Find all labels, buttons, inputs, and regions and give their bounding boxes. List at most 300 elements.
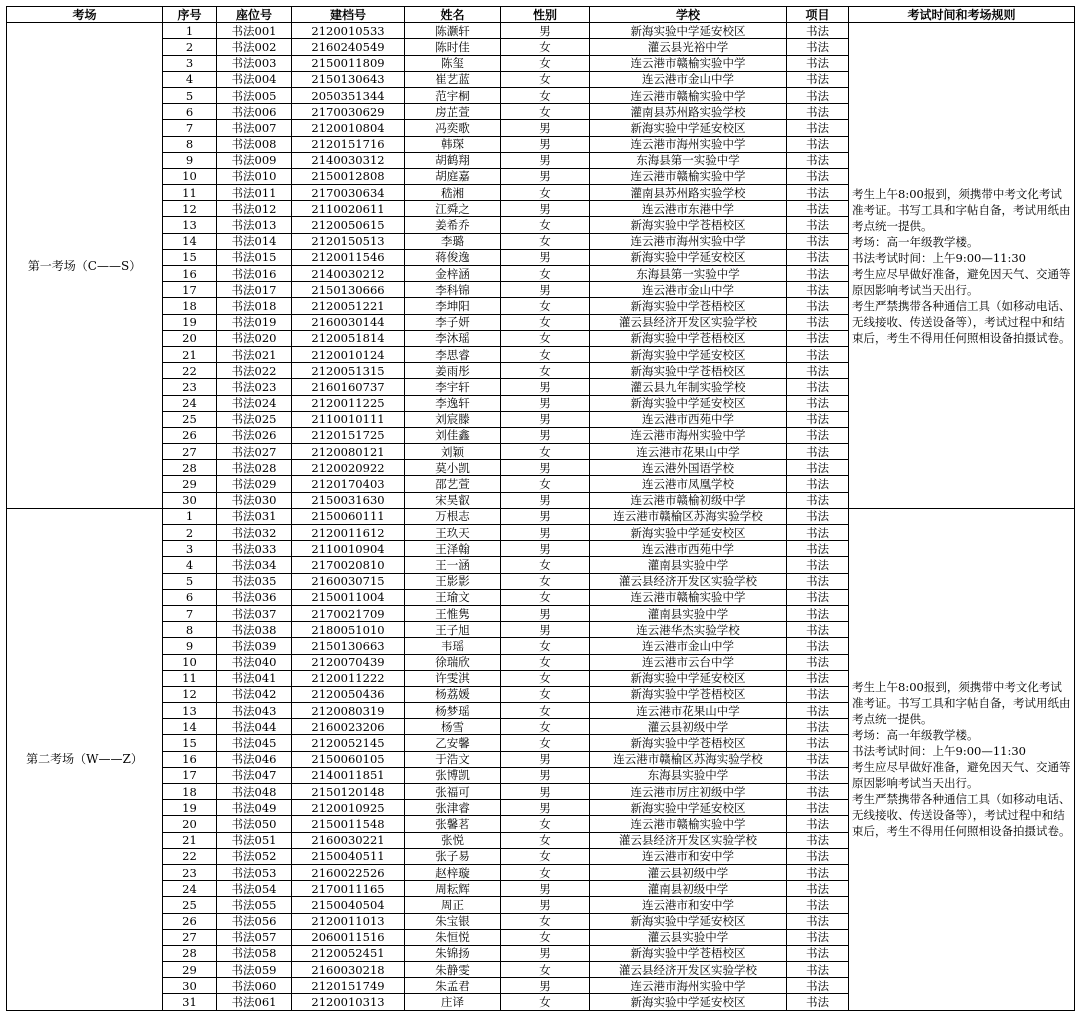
cell-file-number: 2120080319 (292, 703, 405, 719)
cell-gender: 女 (501, 71, 590, 87)
cell-seat: 书法049 (217, 800, 292, 816)
cell-school: 连云港市花果山中学 (590, 444, 787, 460)
cell-index: 18 (163, 784, 217, 800)
cell-school: 新海实验中学延安校区 (590, 913, 787, 929)
cell-gender: 女 (501, 703, 590, 719)
cell-seat: 书法054 (217, 881, 292, 897)
cell-school: 灌云县初级中学 (590, 719, 787, 735)
cell-school: 新海实验中学苍梧校区 (590, 298, 787, 314)
cell-file-number: 2160023206 (292, 719, 405, 735)
cell-student-name: 陈灏轩 (405, 23, 501, 39)
cell-file-number: 2120050436 (292, 686, 405, 702)
cell-subject: 书法 (787, 848, 849, 864)
cell-gender: 女 (501, 444, 590, 460)
cell-seat: 书法029 (217, 476, 292, 492)
cell-gender: 女 (501, 55, 590, 71)
cell-school: 灌云县光裕中学 (590, 39, 787, 55)
cell-student-name: 杨荔媛 (405, 686, 501, 702)
cell-index: 9 (163, 638, 217, 654)
cell-school: 连云港市海州实验中学 (590, 233, 787, 249)
cell-seat: 书法020 (217, 330, 292, 346)
cell-file-number: 2110010904 (292, 541, 405, 557)
cell-gender: 女 (501, 298, 590, 314)
cell-school: 新海实验中学延安校区 (590, 346, 787, 362)
cell-index: 6 (163, 589, 217, 605)
cell-seat: 书法007 (217, 120, 292, 136)
cell-gender: 男 (501, 945, 590, 961)
cell-subject: 书法 (787, 136, 849, 152)
room-label: 第一考场（C——S） (7, 23, 163, 509)
cell-student-name: 崔艺蓝 (405, 71, 501, 87)
cell-seat: 书法022 (217, 363, 292, 379)
cell-file-number: 2150130643 (292, 71, 405, 87)
cell-school: 连云港市和安中学 (590, 848, 787, 864)
cell-student-name: 江舜之 (405, 201, 501, 217)
cell-student-name: 姜希乔 (405, 217, 501, 233)
cell-file-number: 2120010313 (292, 994, 405, 1010)
cell-subject: 书法 (787, 23, 849, 39)
cell-seat: 书法016 (217, 266, 292, 282)
cell-file-number: 2150011548 (292, 816, 405, 832)
cell-school: 灌云县初级中学 (590, 864, 787, 880)
cell-file-number: 2120151716 (292, 136, 405, 152)
cell-subject: 书法 (787, 622, 849, 638)
cell-gender: 女 (501, 39, 590, 55)
cell-gender: 女 (501, 929, 590, 945)
cell-seat: 书法056 (217, 913, 292, 929)
cell-gender: 男 (501, 23, 590, 39)
cell-file-number: 2150011809 (292, 55, 405, 71)
cell-file-number: 2120010804 (292, 120, 405, 136)
cell-school: 连云港市凤凰学校 (590, 476, 787, 492)
cell-index: 13 (163, 217, 217, 233)
cell-seat: 书法005 (217, 87, 292, 103)
cell-school: 连云港市赣榆区苏海实验学校 (590, 508, 787, 524)
cell-student-name: 朱恒悦 (405, 929, 501, 945)
cell-seat: 书法017 (217, 282, 292, 298)
cell-student-name: 陈时佳 (405, 39, 501, 55)
cell-index: 7 (163, 605, 217, 621)
cell-file-number: 2160240549 (292, 39, 405, 55)
cell-seat: 书法028 (217, 460, 292, 476)
cell-file-number: 2150011004 (292, 589, 405, 605)
header-index: 序号 (163, 7, 217, 23)
cell-seat: 书法043 (217, 703, 292, 719)
cell-subject: 书法 (787, 703, 849, 719)
cell-school: 灌云县经济开发区实验学校 (590, 314, 787, 330)
cell-gender: 女 (501, 670, 590, 686)
cell-gender: 男 (501, 622, 590, 638)
cell-file-number: 2120011222 (292, 670, 405, 686)
cell-seat: 书法019 (217, 314, 292, 330)
cell-school: 新海实验中学延安校区 (590, 23, 787, 39)
cell-student-name: 于浩文 (405, 751, 501, 767)
cell-student-name: 杨雪 (405, 719, 501, 735)
cell-subject: 书法 (787, 913, 849, 929)
cell-school: 连云港市赣榆实验中学 (590, 55, 787, 71)
cell-index: 2 (163, 525, 217, 541)
room-label: 第二考场（W——Z） (7, 508, 163, 1010)
cell-student-name: 房芷萱 (405, 104, 501, 120)
cell-seat: 书法044 (217, 719, 292, 735)
cell-school: 连云港市赣榆区苏海实验学校 (590, 751, 787, 767)
cell-index: 18 (163, 298, 217, 314)
cell-file-number: 2160030218 (292, 962, 405, 978)
cell-index: 1 (163, 23, 217, 39)
cell-index: 30 (163, 978, 217, 994)
cell-subject: 书法 (787, 541, 849, 557)
header-row (7, 7, 1075, 23)
cell-gender: 女 (501, 346, 590, 362)
cell-gender: 男 (501, 767, 590, 783)
cell-subject: 书法 (787, 800, 849, 816)
cell-subject: 书法 (787, 881, 849, 897)
cell-subject: 书法 (787, 994, 849, 1010)
cell-gender: 男 (501, 120, 590, 136)
cell-index: 26 (163, 427, 217, 443)
header-rules: 考试时间和考场规则 (849, 7, 1075, 23)
cell-index: 12 (163, 201, 217, 217)
cell-school: 连云港市金山中学 (590, 282, 787, 298)
cell-gender: 女 (501, 476, 590, 492)
cell-gender: 女 (501, 573, 590, 589)
cell-student-name: 徐瑞欣 (405, 654, 501, 670)
cell-school: 连云港市赣榆实验中学 (590, 589, 787, 605)
cell-school: 新海实验中学延安校区 (590, 800, 787, 816)
cell-school: 灌南县苏州路实验学校 (590, 104, 787, 120)
cell-file-number: 2120051814 (292, 330, 405, 346)
cell-index: 3 (163, 55, 217, 71)
cell-student-name: 张子易 (405, 848, 501, 864)
cell-gender: 男 (501, 800, 590, 816)
cell-gender: 男 (501, 411, 590, 427)
cell-file-number: 2120052145 (292, 735, 405, 751)
cell-student-name: 朱宝银 (405, 913, 501, 929)
cell-seat: 书法050 (217, 816, 292, 832)
exam-rules (849, 508, 1075, 1010)
cell-school: 东海县实验中学 (590, 767, 787, 783)
cell-seat: 书法051 (217, 832, 292, 848)
cell-seat: 书法025 (217, 411, 292, 427)
cell-gender: 女 (501, 686, 590, 702)
cell-subject: 书法 (787, 557, 849, 573)
cell-subject: 书法 (787, 508, 849, 524)
cell-school: 新海实验中学延安校区 (590, 249, 787, 265)
cell-file-number: 2120051221 (292, 298, 405, 314)
cell-subject: 书法 (787, 282, 849, 298)
cell-gender: 男 (501, 427, 590, 443)
cell-gender: 男 (501, 508, 590, 524)
cell-file-number: 2160030221 (292, 832, 405, 848)
cell-subject: 书法 (787, 686, 849, 702)
cell-subject: 书法 (787, 492, 849, 508)
cell-student-name: 嵇湘 (405, 185, 501, 201)
cell-index: 24 (163, 881, 217, 897)
cell-student-name: 蒋俊逸 (405, 249, 501, 265)
cell-file-number: 2150060105 (292, 751, 405, 767)
cell-file-number: 2120020922 (292, 460, 405, 476)
cell-subject: 书法 (787, 314, 849, 330)
cell-student-name: 姜雨彤 (405, 363, 501, 379)
cell-seat: 书法023 (217, 379, 292, 395)
cell-gender: 女 (501, 266, 590, 282)
cell-student-name: 刘宸滕 (405, 411, 501, 427)
cell-seat: 书法039 (217, 638, 292, 654)
cell-seat: 书法021 (217, 346, 292, 362)
cell-file-number: 2120011612 (292, 525, 405, 541)
cell-subject: 书法 (787, 298, 849, 314)
cell-school: 灌南县初级中学 (590, 881, 787, 897)
cell-index: 1 (163, 508, 217, 524)
cell-subject: 书法 (787, 71, 849, 87)
cell-subject: 书法 (787, 897, 849, 913)
cell-file-number: 2120050615 (292, 217, 405, 233)
cell-file-number: 2140030212 (292, 266, 405, 282)
cell-subject: 书法 (787, 605, 849, 621)
cell-file-number: 2180051010 (292, 622, 405, 638)
cell-subject: 书法 (787, 573, 849, 589)
cell-subject: 书法 (787, 363, 849, 379)
cell-file-number: 2120052451 (292, 945, 405, 961)
roster-body (7, 23, 1075, 1010)
cell-gender: 男 (501, 751, 590, 767)
cell-gender: 女 (501, 104, 590, 120)
cell-gender: 女 (501, 557, 590, 573)
cell-file-number: 2120011225 (292, 395, 405, 411)
cell-school: 连云港市厉庄初级中学 (590, 784, 787, 800)
cell-gender: 女 (501, 832, 590, 848)
cell-school: 新海实验中学苍梧校区 (590, 330, 787, 346)
cell-index: 27 (163, 929, 217, 945)
cell-seat: 书法057 (217, 929, 292, 945)
cell-student-name: 许雯淇 (405, 670, 501, 686)
cell-index: 24 (163, 395, 217, 411)
cell-file-number: 2120070439 (292, 654, 405, 670)
cell-gender: 女 (501, 233, 590, 249)
cell-seat: 书法033 (217, 541, 292, 557)
cell-student-name: 刘颖 (405, 444, 501, 460)
cell-subject: 书法 (787, 411, 849, 427)
cell-student-name: 李科锦 (405, 282, 501, 298)
cell-file-number: 2150040511 (292, 848, 405, 864)
cell-file-number: 2150120148 (292, 784, 405, 800)
cell-student-name: 李璐 (405, 233, 501, 249)
cell-index: 7 (163, 120, 217, 136)
cell-gender: 男 (501, 784, 590, 800)
cell-gender: 男 (501, 201, 590, 217)
cell-file-number: 2120011013 (292, 913, 405, 929)
cell-gender: 男 (501, 492, 590, 508)
cell-student-name: 张津睿 (405, 800, 501, 816)
cell-gender: 女 (501, 848, 590, 864)
cell-seat: 书法008 (217, 136, 292, 152)
cell-seat: 书法038 (217, 622, 292, 638)
cell-student-name: 李思睿 (405, 346, 501, 362)
header-school: 学校 (590, 7, 787, 23)
cell-subject: 书法 (787, 379, 849, 395)
cell-seat: 书法036 (217, 589, 292, 605)
cell-gender: 女 (501, 994, 590, 1010)
cell-student-name: 杨梦瑶 (405, 703, 501, 719)
cell-gender: 男 (501, 136, 590, 152)
cell-school: 新海实验中学延安校区 (590, 120, 787, 136)
cell-subject: 书法 (787, 346, 849, 362)
rules-line: 考生上午8:00报到，须携带中考文化考试准考证。书写工具和字帖自备，考试用纸由考点统一提供。 (852, 680, 1071, 727)
header-seat: 座位号 (217, 7, 292, 23)
cell-student-name: 朱锦扬 (405, 945, 501, 961)
cell-school: 东海县第一实验中学 (590, 266, 787, 282)
cell-seat: 书法042 (217, 686, 292, 702)
cell-file-number: 2170011165 (292, 881, 405, 897)
cell-student-name: 金梓涵 (405, 266, 501, 282)
cell-student-name: 陈玺 (405, 55, 501, 71)
cell-subject: 书法 (787, 945, 849, 961)
cell-gender: 女 (501, 589, 590, 605)
cell-seat: 书法035 (217, 573, 292, 589)
cell-index: 31 (163, 994, 217, 1010)
cell-gender: 女 (501, 87, 590, 103)
cell-subject: 书法 (787, 751, 849, 767)
cell-seat: 书法018 (217, 298, 292, 314)
cell-index: 22 (163, 363, 217, 379)
cell-seat: 书法026 (217, 427, 292, 443)
cell-index: 28 (163, 460, 217, 476)
cell-gender: 男 (501, 168, 590, 184)
cell-school: 连云港外国语学校 (590, 460, 787, 476)
cell-index: 20 (163, 330, 217, 346)
cell-subject: 书法 (787, 217, 849, 233)
cell-seat: 书法040 (217, 654, 292, 670)
cell-file-number: 2170021709 (292, 605, 405, 621)
cell-index: 28 (163, 945, 217, 961)
cell-school: 灌云县经济开发区实验学校 (590, 573, 787, 589)
cell-index: 5 (163, 573, 217, 589)
cell-school: 连云港市赣榆实验中学 (590, 168, 787, 184)
cell-school: 连云港市和安中学 (590, 897, 787, 913)
cell-seat: 书法002 (217, 39, 292, 55)
cell-subject: 书法 (787, 767, 849, 783)
cell-school: 连云港华杰实验学校 (590, 622, 787, 638)
cell-index: 29 (163, 476, 217, 492)
cell-index: 16 (163, 266, 217, 282)
cell-subject: 书法 (787, 249, 849, 265)
cell-school: 灌云县经济开发区实验学校 (590, 832, 787, 848)
cell-subject: 书法 (787, 638, 849, 654)
cell-file-number: 2160030715 (292, 573, 405, 589)
cell-index: 15 (163, 735, 217, 751)
cell-index: 9 (163, 152, 217, 168)
cell-index: 11 (163, 185, 217, 201)
cell-student-name: 张悦 (405, 832, 501, 848)
rules-line: 考生严禁携带各种通信工具（如移动电话、无线接收、传送设备等），考试过程中和结束后，考生不得用任何照相设备拍摄试卷。 (852, 792, 1071, 839)
cell-student-name: 韦瑶 (405, 638, 501, 654)
cell-file-number: 2170030629 (292, 104, 405, 120)
cell-student-name: 刘佳鑫 (405, 427, 501, 443)
cell-subject: 书法 (787, 185, 849, 201)
cell-student-name: 周耘辉 (405, 881, 501, 897)
cell-seat: 书法024 (217, 395, 292, 411)
cell-seat: 书法032 (217, 525, 292, 541)
cell-index: 22 (163, 848, 217, 864)
cell-subject: 书法 (787, 330, 849, 346)
cell-seat: 书法013 (217, 217, 292, 233)
cell-gender: 男 (501, 152, 590, 168)
cell-gender: 女 (501, 864, 590, 880)
cell-index: 21 (163, 832, 217, 848)
cell-index: 8 (163, 622, 217, 638)
rules-line: 考生严禁携带各种通信工具（如移动电话、无线接收、传送设备等），考试过程中和结束后，考生不得用任何照相设备拍摄试卷。 (852, 298, 1071, 345)
cell-file-number: 2120150513 (292, 233, 405, 249)
cell-subject: 书法 (787, 87, 849, 103)
cell-subject: 书法 (787, 120, 849, 136)
cell-school: 连云港市赣榆实验中学 (590, 87, 787, 103)
rules-line: 考生应尽早做好准备，避免因天气、交通等原因影响考试当天出行。 (852, 266, 1071, 297)
cell-file-number: 2120151725 (292, 427, 405, 443)
cell-seat: 书法058 (217, 945, 292, 961)
cell-file-number: 2050351344 (292, 87, 405, 103)
cell-subject: 书法 (787, 589, 849, 605)
rules-line: 考场：高一年级教学楼。 (852, 234, 979, 249)
cell-school: 新海实验中学苍梧校区 (590, 363, 787, 379)
cell-gender: 女 (501, 363, 590, 379)
cell-school: 连云港市西苑中学 (590, 411, 787, 427)
rules-line: 书法考试时间：上午9:00—11:30 (852, 744, 1026, 759)
cell-school: 新海实验中学苍梧校区 (590, 217, 787, 233)
cell-index: 4 (163, 71, 217, 87)
cell-file-number: 2150012808 (292, 168, 405, 184)
cell-student-name: 李沐瑶 (405, 330, 501, 346)
cell-index: 26 (163, 913, 217, 929)
cell-student-name: 周正 (405, 897, 501, 913)
cell-subject: 书法 (787, 654, 849, 670)
cell-school: 东海县第一实验中学 (590, 152, 787, 168)
cell-gender: 男 (501, 395, 590, 411)
cell-seat: 书法053 (217, 864, 292, 880)
cell-file-number: 2160022526 (292, 864, 405, 880)
cell-school: 新海实验中学苍梧校区 (590, 945, 787, 961)
rules-line: 考生应尽早做好准备，避免因天气、交通等原因影响考试当天出行。 (852, 760, 1071, 791)
cell-school: 连云港市云台中学 (590, 654, 787, 670)
cell-subject: 书法 (787, 670, 849, 686)
cell-school: 连云港市海州实验中学 (590, 427, 787, 443)
cell-index: 8 (163, 136, 217, 152)
cell-gender: 男 (501, 249, 590, 265)
cell-gender: 女 (501, 962, 590, 978)
cell-gender: 男 (501, 525, 590, 541)
cell-index: 4 (163, 557, 217, 573)
cell-seat: 书法010 (217, 168, 292, 184)
cell-student-name: 王子旭 (405, 622, 501, 638)
cell-seat: 书法012 (217, 201, 292, 217)
cell-student-name: 范宇桐 (405, 87, 501, 103)
exam-roster-table (6, 6, 1075, 1011)
cell-student-name: 李逸轩 (405, 395, 501, 411)
cell-index: 6 (163, 104, 217, 120)
cell-seat: 书法011 (217, 185, 292, 201)
cell-file-number: 2120011546 (292, 249, 405, 265)
cell-subject: 书法 (787, 460, 849, 476)
cell-seat: 书法055 (217, 897, 292, 913)
cell-student-name: 李子妍 (405, 314, 501, 330)
cell-index: 20 (163, 816, 217, 832)
cell-file-number: 2120051315 (292, 363, 405, 379)
cell-index: 15 (163, 249, 217, 265)
header-room: 考场 (7, 7, 163, 23)
cell-gender: 女 (501, 654, 590, 670)
cell-seat: 书法015 (217, 249, 292, 265)
cell-index: 5 (163, 87, 217, 103)
cell-file-number: 2150060111 (292, 508, 405, 524)
